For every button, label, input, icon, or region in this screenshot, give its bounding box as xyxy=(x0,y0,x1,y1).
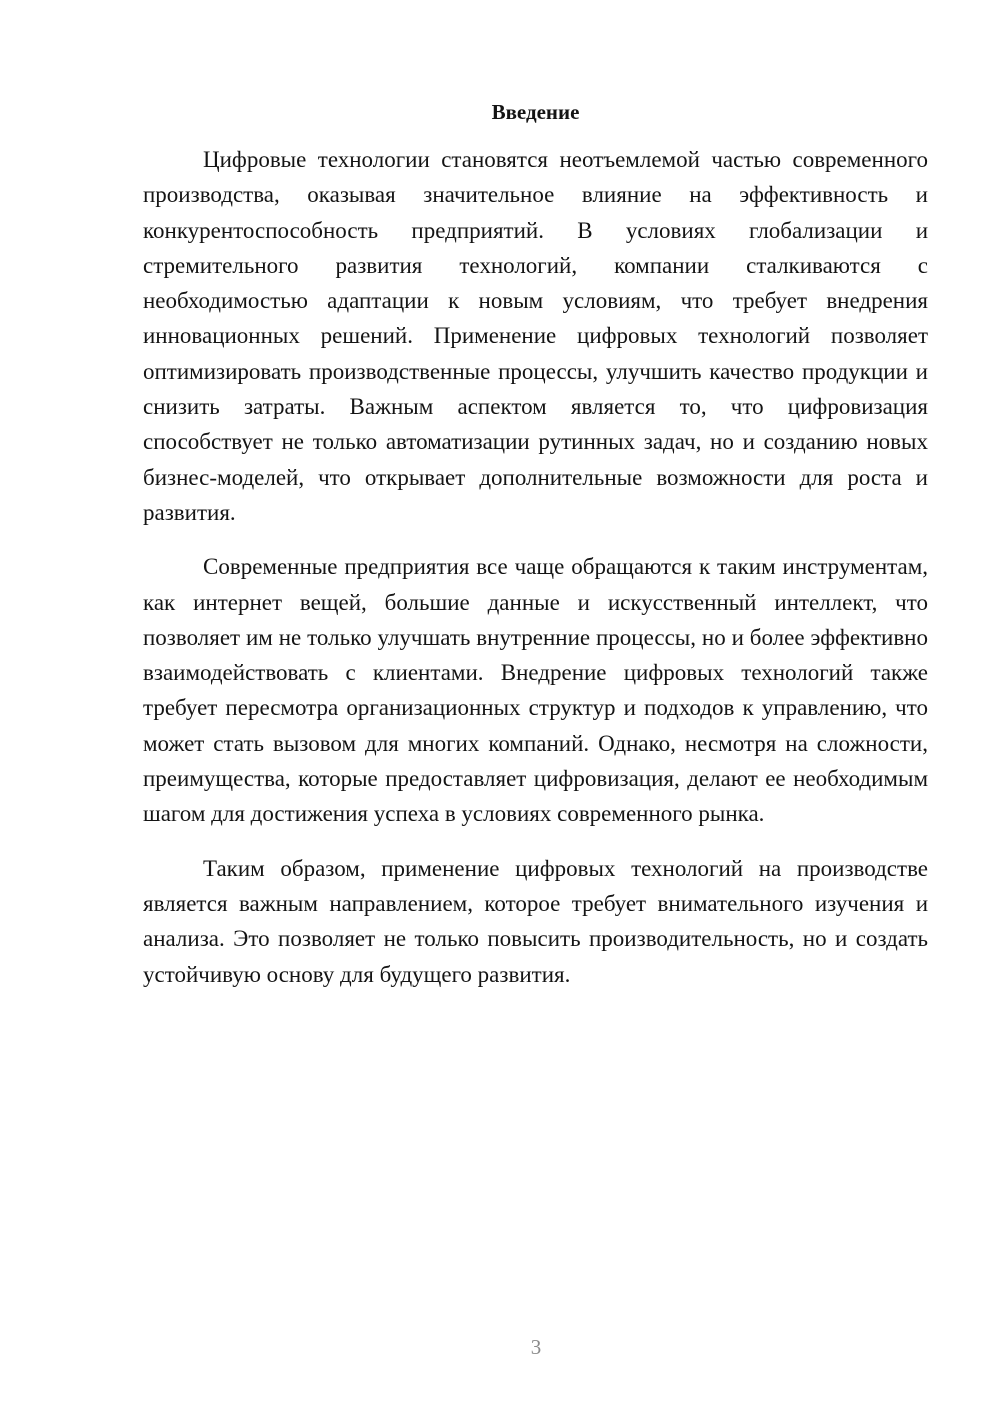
paragraph-3: Таким образом, применение цифровых технологий на производстве является важным направлением, которое требует внимательного изучения и анализа. Это позволяет не только повысить производительность, но и создать устойчивую основу для будущего развития. xyxy=(143,855,928,987)
page-number: 3 xyxy=(530,1335,542,1359)
paragraph-1: Цифровые технологии становятся неотъемлемой частью современного производства, оказывая значительное влияние на эффективность и конкурентоспособность предприятий. В условиях глобализации и стремительного развития технологий, компании сталкиваются с необходимостью адаптации к новым условиям, что требует внедрения инновационных решений. Применение цифровых технологий позволяет оптимизировать производственные процессы, улучшить качество продукции и снизить затраты. Важным аспектом является то, что цифровизация способствует не только автоматизации рутинных задач, но и созданию новых бизнес-моделей, что открывает дополнительные возможности для роста и развития. xyxy=(143,147,928,525)
document-body xyxy=(143,142,928,992)
paragraph-2: Современные предприятия все чаще обращаются к таким инструментам, как интернет вещей, большие данные и искусственный интеллект, что позволяет им не только улучшать внутренние процессы, но и более эффективно взаимодействовать с клиентами. Внедрение цифровых технологий также требует пересмотра организационных структур и подходов к управлению, что может стать вызовом для многих компаний. Однако, несмотря на сложности, преимущества, которые предоставляет цифровизация, делают ее необходимым шагом для достижения успеха в условиях современного рынка. xyxy=(143,554,928,827)
section-heading: Введение xyxy=(491,100,580,124)
